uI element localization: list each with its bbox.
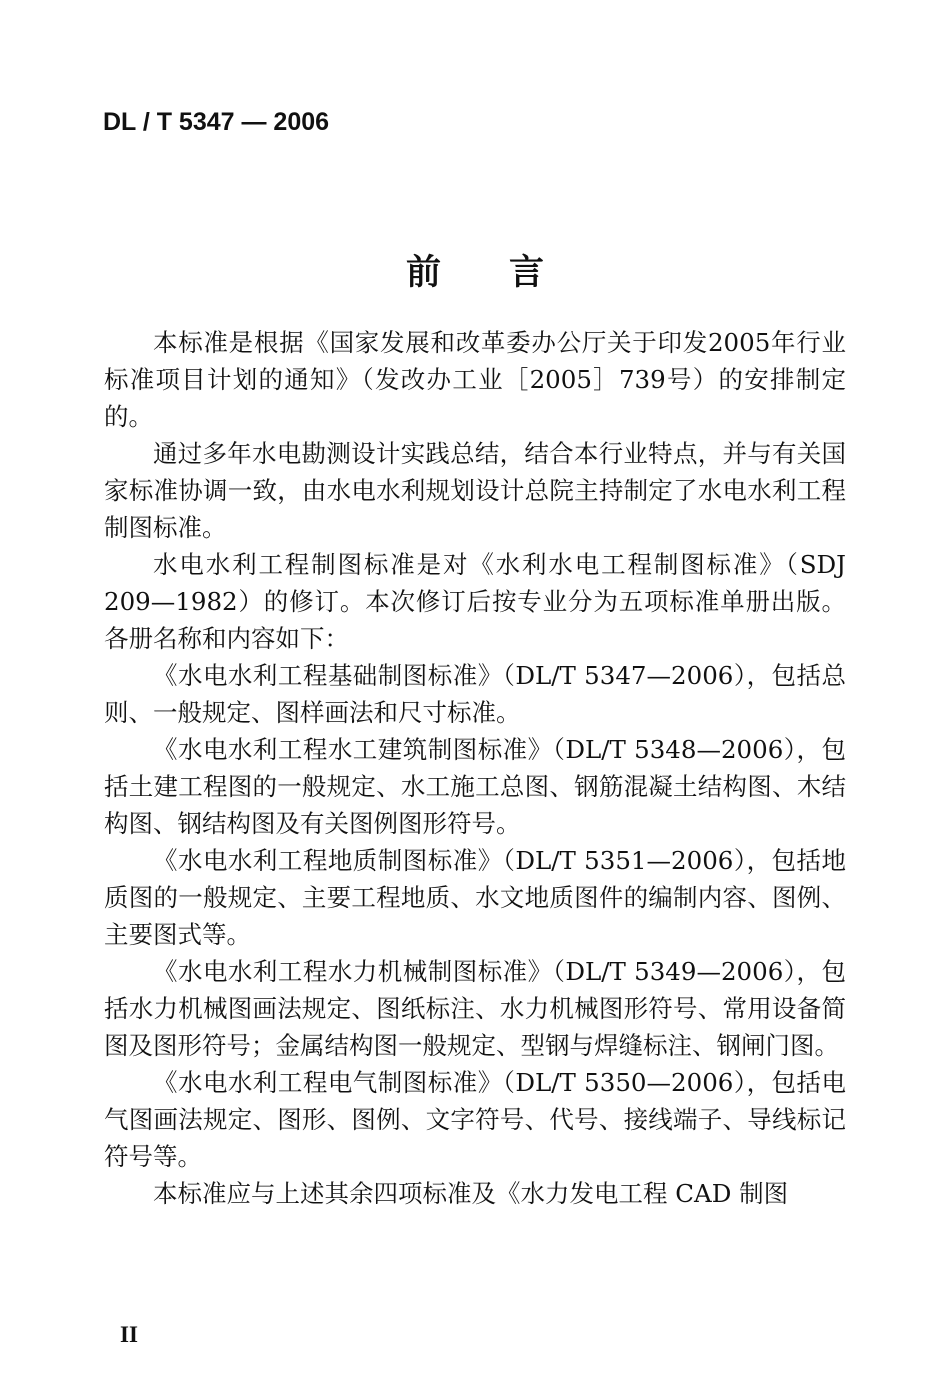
standard-number: DL / T 5347 — 2006 (103, 108, 330, 136)
paragraph: 《水电水利工程水工建筑制图标准》（DL/T 5348—2006），包括土建工程图的一般规定、水工施工总图、钢筋混凝土结构图、木结构图、钢结构图及有关图例图形符号。 (104, 735, 846, 838)
paragraph: 《水电水利工程地质制图标准》（DL/T 5351—2006），包括地质图的一般规定、主要工程地质、水文地质图件的编制内容、图例、主要图式等。 (104, 846, 846, 949)
paragraph: 《水电水利工程电气制图标准》（DL/T 5350—2006），包括电气图画法规定、图形、图例、文字符号、代号、接线端子、导线标记符号等。 (104, 1068, 846, 1171)
paragraph: 《水电水利工程基础制图标准》（DL/T 5347—2006），包括总则、一般规定、图样画法和尺寸标准。 (104, 661, 846, 727)
paragraph: 本标准是根据《国家发展和改革委办公厅关于印发2005年行业标准项目计划的通知》（发改办工业［2005］739号）的安排制定的。 (104, 328, 846, 431)
paragraph: 通过多年水电勘测设计实践总结，结合本行业特点，并与有关国家标准协调一致，由水电水利规划设计总院主持制定了水电水利工程制图标准。 (104, 439, 846, 542)
paragraph: 水电水利工程制图标准是对《水利水电工程制图标准》（SDJ 209—1982）的修订。本次修订后按专业分为五项标准单册出版。各册名称和内容如下： (104, 550, 846, 653)
page-number: II (120, 1322, 138, 1347)
page-title: 前言 (405, 253, 612, 294)
body-text (104, 324, 846, 1212)
paragraph: 本标准应与上述其余四项标准及《水力发电工程 CAD 制图 (153, 1179, 789, 1208)
paragraph: 《水电水利工程水力机械制图标准》（DL/T 5349—2006），包括水力机械图画法规定、图纸标注、水力机械图形符号、常用设备简图及图形符号；金属结构图一般规定、型钢与焊缝标注、钢闸门图。 (104, 957, 846, 1060)
